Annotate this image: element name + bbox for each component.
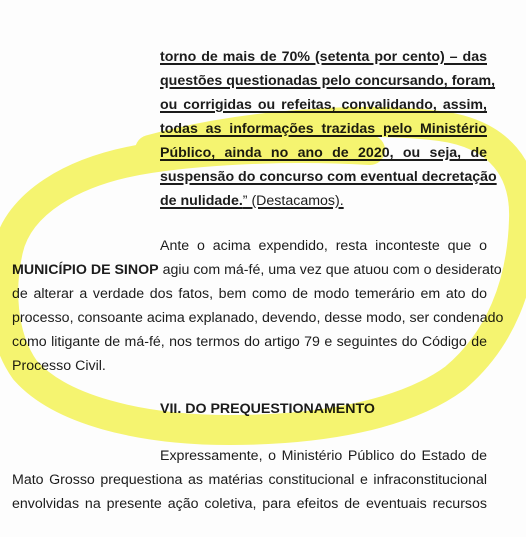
paragraph1-municipio-bold: MUNICÍPIO DE SINOP [12,262,159,278]
paragraph1-line-6: Processo Civil. [12,358,106,374]
quote-line-2: questões questionadas pelo concursando, foram, [160,73,496,89]
section-heading: VII. DO PREQUESTIONAMENTO [160,401,375,417]
quote-line-7-rest: ” (Destacamos). [242,193,344,209]
paragraph1-line-5: como litigante de má-fé, nos termos do artigo 79 e seguintes do Código de [12,334,487,350]
quote-line-3: ou corrigidas ou refeitas, convalidando, assim, [160,97,487,113]
quote-line-6: suspensão do concurso com eventual decretação [160,169,497,185]
paragraph1-line-3: de alterar a verdade dos fatos, bem como de modo temerário em ato do [12,286,487,302]
paragraph2-line-2: Mato Grosso prequestiona as matérias constitucional e infraconstitucional [12,472,487,488]
quote-line-7 [160,192,487,210]
quote-line-1: torno de mais de 70% (setenta por cento) – das [160,49,487,65]
paragraph1-line-2 [12,261,502,279]
paragraph1-line-1: Ante o acima expendido, resta inconteste que o [160,238,487,254]
quote-line-4: todas as informações trazidas pelo Ministério [160,121,487,137]
paragraph2-line-3: envolvidas na presente ação coletiva, para efeitos de eventuais recursos [12,496,487,512]
quote-line-5: Público, ainda no ano de 2020, ou seja, de [160,145,487,161]
paragraph1-line-2-rest: agiu com má-fé, uma vez que atuou com o desiderato [158,262,502,278]
quote-line-7-bold: de nulidade. [160,193,243,209]
paragraph2-line-1: Expressamente, o Ministério Público do Estado de [160,448,487,464]
paragraph1-line-4: processo, consoante acima explanado, devendo, desse modo, ser condenado [12,310,504,326]
